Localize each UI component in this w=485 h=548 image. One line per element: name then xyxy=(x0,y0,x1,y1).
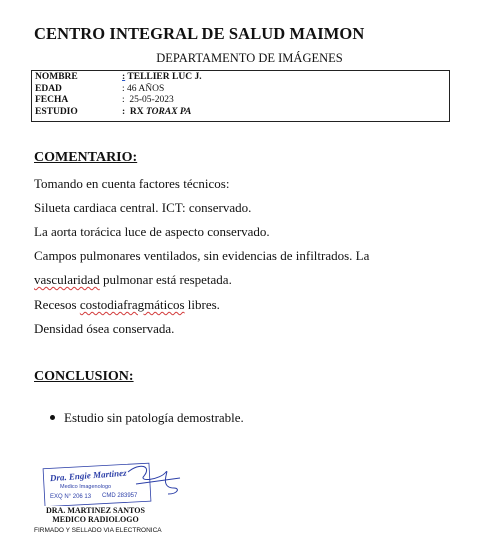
comment-line: Silueta cardiaca central. ICT: conservado. xyxy=(34,200,252,215)
comment-line: Recesos costodiafragmáticos libres. xyxy=(34,297,220,312)
signer-title: MEDICO RADIOLOGO xyxy=(52,515,139,524)
stamp-exq: EXQ N° 206 13 xyxy=(50,494,92,500)
electronic-signature-note: FIRMADO Y SELLADO VIA ELECTRONICA xyxy=(34,527,162,534)
stamp-title: Medico Imagenologo xyxy=(60,484,112,490)
department-subtitle: DEPARTAMENTO DE IMÁGENES xyxy=(156,51,343,65)
comment-line: La aorta torácica luce de aspecto conservado. xyxy=(34,224,270,239)
date-value: : 25-05-2023 xyxy=(122,95,174,105)
patient-row-age xyxy=(35,84,449,96)
comment-line: vascularidad pulmonar está respetada. xyxy=(34,272,232,287)
conclusion-heading: CONCLUSION: xyxy=(34,369,134,384)
signer-name: DRA. MARTINEZ SANTOS xyxy=(46,506,145,515)
comment-line: Densidad ósea conservada. xyxy=(34,321,175,336)
name-value: : TELLIER LUC J. xyxy=(122,72,202,82)
clinic-title: CENTRO INTEGRAL DE SALUD MAIMON xyxy=(34,24,365,43)
comment-line: Campos pulmonares ventilados, sin evidencias de infiltrados. La xyxy=(34,248,370,263)
comment-line: Tomando en cuenta factores técnicos: xyxy=(34,176,230,191)
study-label: ESTUDIO xyxy=(35,106,78,117)
patient-row-name xyxy=(35,72,449,84)
age-value: : 46 AÑOS xyxy=(122,83,165,94)
signature-stamp xyxy=(40,458,190,506)
age-label: EDAD xyxy=(35,83,62,94)
bullet-icon xyxy=(50,415,55,420)
conclusion-item xyxy=(50,410,244,426)
signer-block xyxy=(46,506,145,524)
stamp-cmd: CMD 283957 xyxy=(102,493,138,499)
name-label: NOMBRE xyxy=(35,72,78,82)
conclusion-item-text: Estudio sin patología demostrable. xyxy=(64,410,244,425)
study-value: : RX TORAX PA xyxy=(122,106,192,117)
patient-row-date xyxy=(35,95,449,107)
comment-heading: COMENTARIO: xyxy=(34,150,138,165)
stamp-name: Dra. Engie Martinez xyxy=(49,467,127,484)
patient-info-box xyxy=(31,70,450,122)
patient-row-study xyxy=(35,107,449,119)
signature-scribble-icon xyxy=(128,466,180,494)
date-label: FECHA xyxy=(35,95,69,105)
